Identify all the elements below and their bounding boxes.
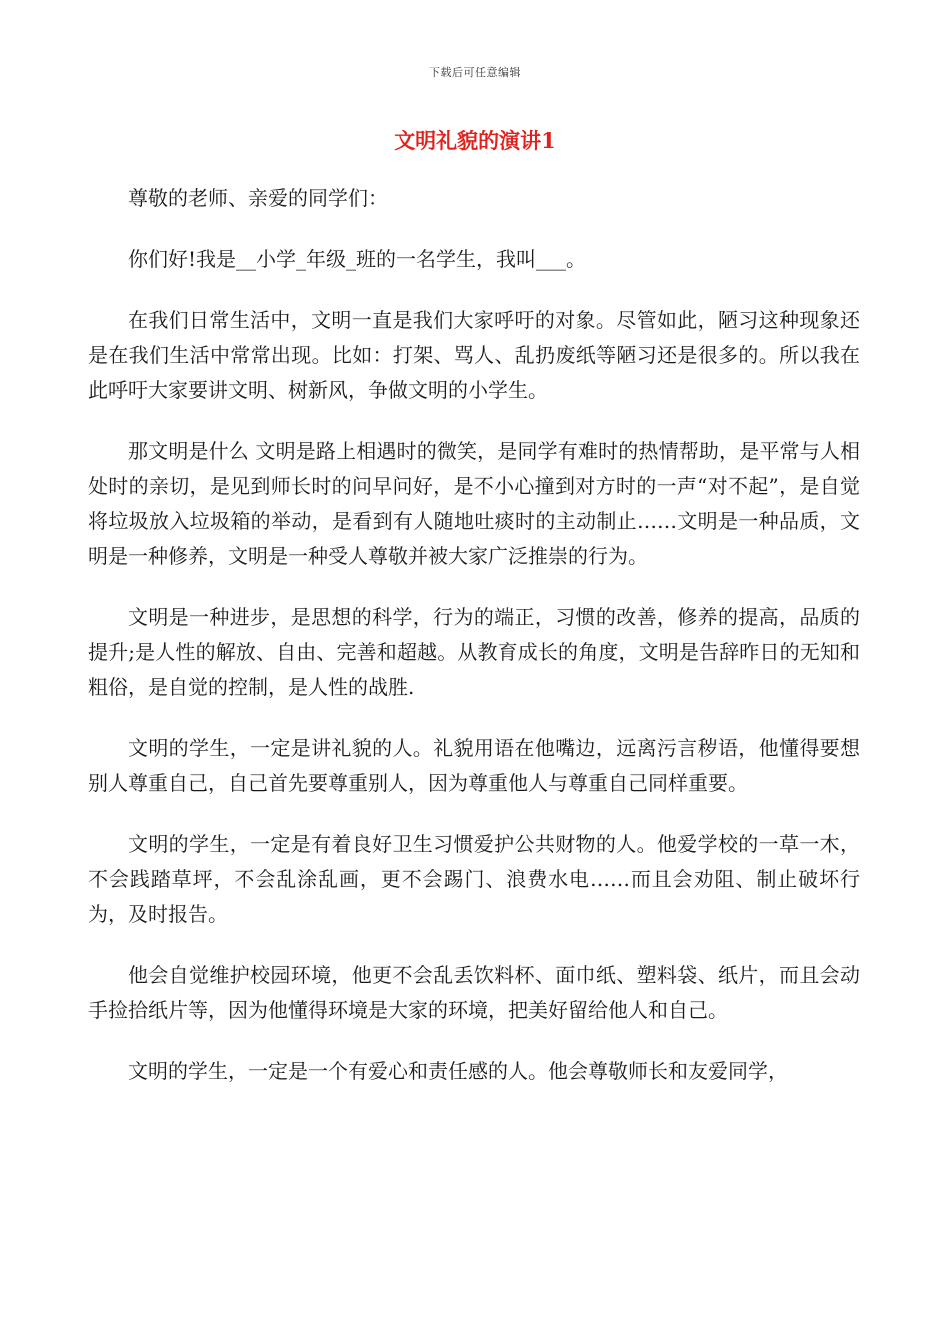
header-note: 下载后可任意编辑: [429, 66, 521, 79]
document-title: 文明礼貌的演讲1: [394, 128, 556, 153]
paragraph: 文明是一种进步，是思想的科学，行为的端正，习惯的改善，修养的提高，品质的提升;是人性的解放、自由、完善和超越。从教育成长的角度，文明是告辞昨日的无知和粗俗，是自觉的控制，是人性的战胜.: [88, 605, 860, 699]
paragraph: 他会自觉维护校园环境，他更不会乱丢饮料杯、面巾纸、塑料袋、纸片，而且会动手捡拾纸片等，因为他懂得环境是大家的环境，把美好留给他人和自己。: [88, 963, 860, 1022]
paragraph: 在我们日常生活中，文明一直是我们大家呼吁的对象。尽管如此，陋习这种现象还是在我们生活中常常出现。比如：打架、骂人、乱扔废纸等陋习还是很多的。所以我在此呼吁大家要讲文明、树新风，争做文明的小学生。: [88, 308, 860, 402]
paragraph: 文明的学生，一定是一个有爱心和责任感的人。他会尊敬师长和友爱同学，: [128, 1059, 788, 1083]
paragraph: 那文明是什么 文明是路上相遇时的微笑，是同学有难时的热情帮助，是平常与人相处时的亲切，是见到师长时的问早问好，是不小心撞到对方时的一声“对不起”，是自觉将垃圾放入垃圾箱的举动，是看到有人随地吐痰时的主动制止……文明是一种品质，文明是一种修养，文明是一种受人尊敬并被大家广泛推崇的行为。: [88, 439, 860, 568]
paragraph: 文明的学生，一定是讲礼貌的人。礼貌用语在他嘴边，远离污言秽语，他懂得要想别人尊重自己，自己首先要尊重别人，因为尊重他人与尊重自己同样重要。: [88, 736, 860, 795]
paragraph: 文明的学生，一定是有着良好卫生习惯爱护公共财物的人。他爱学校的一草一木，不会践踏草坪，不会乱涂乱画，更不会踢门、浪费水电……而且会劝阻、制止破坏行为，及时报告。: [88, 832, 860, 926]
document-body: [88, 181, 860, 1115]
paragraph: 你们好!我是__小学_年级_班的一名学生，我叫___。: [128, 247, 587, 271]
paragraph: 尊敬的老师、亲爱的同学们：: [128, 186, 388, 210]
